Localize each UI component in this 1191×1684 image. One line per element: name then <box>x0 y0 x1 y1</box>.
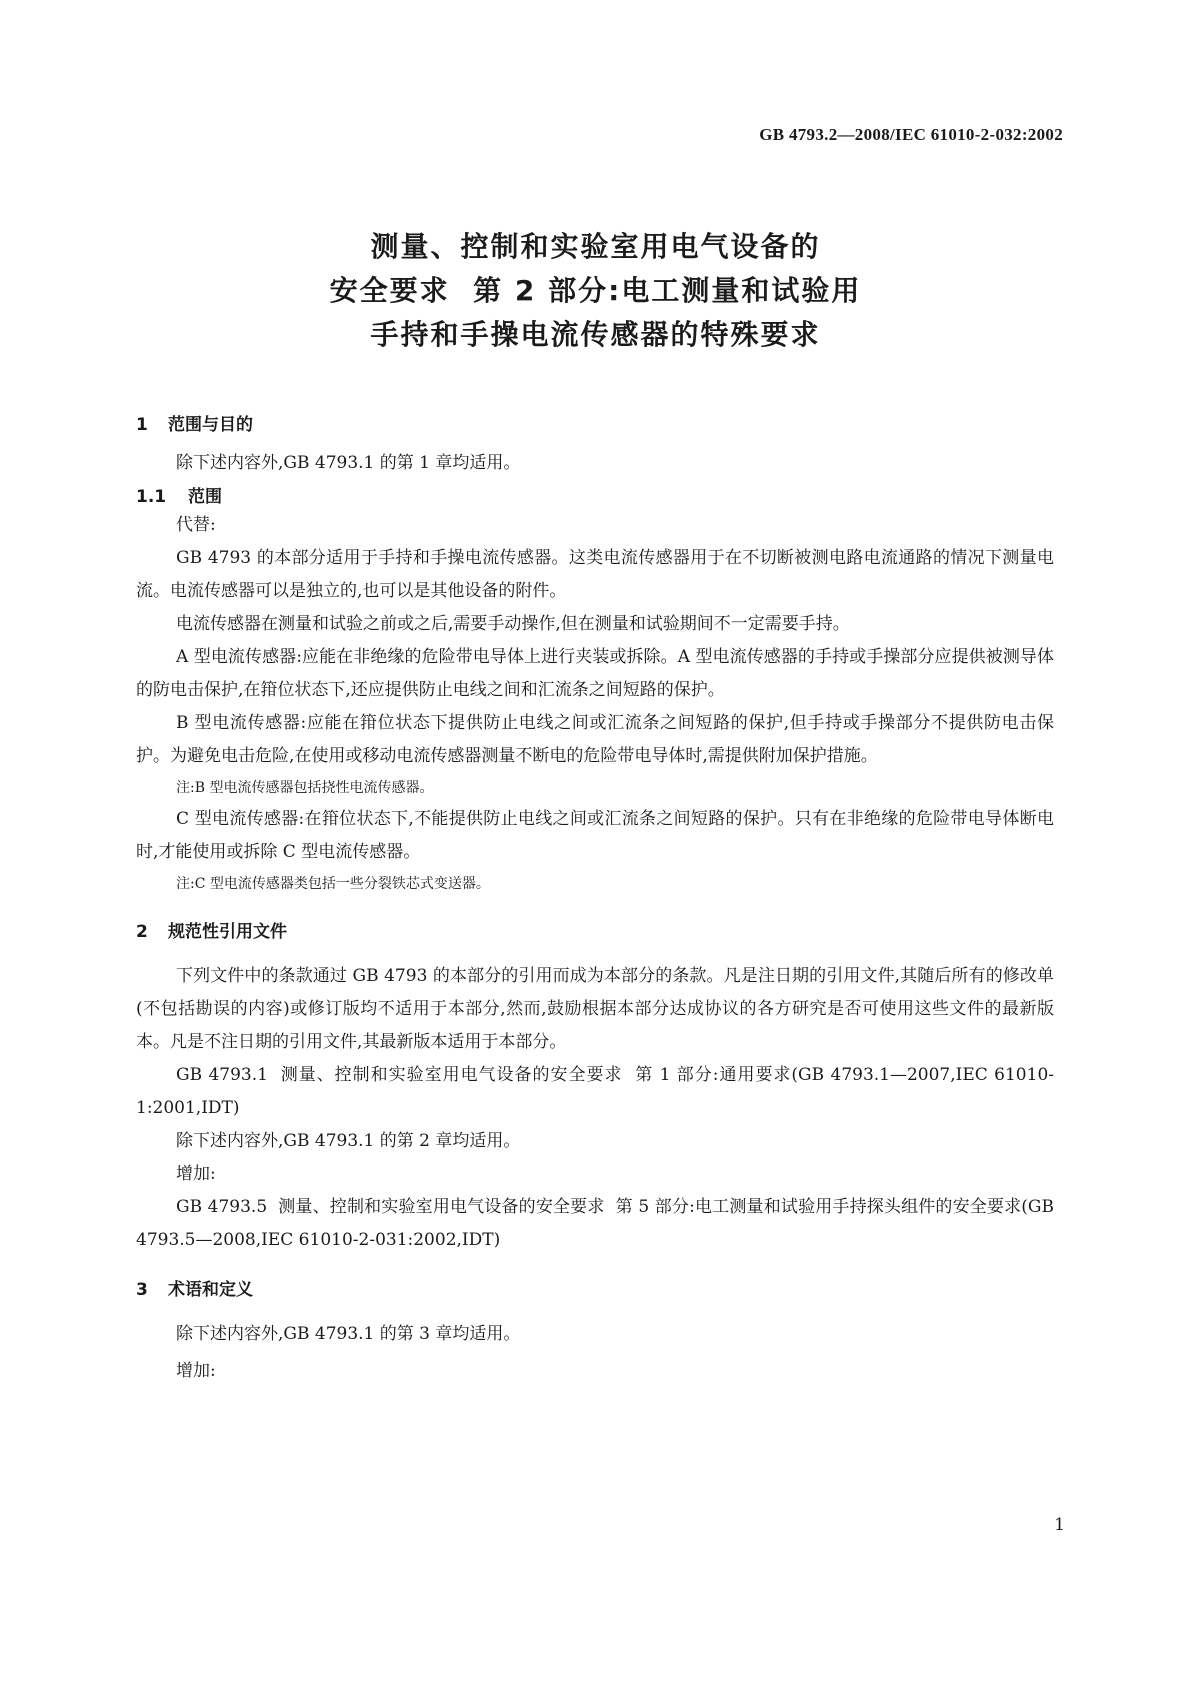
scope-paragraph-1: GB 4793 的本部分适用于手持和手操电流传感器。这类电流传感器用于在不切断被测电路电流通路的情况下测量电流。电流传感器可以是独立的,也可以是其他设备的附件。 <box>136 548 1054 601</box>
section-3-addition-label: 增加: <box>176 1361 216 1381</box>
reference-gb4793-5: GB 4793.5 测量、控制和实验室用电气设备的安全要求 第 5 部分:电工测量和试验用手持探头组件的安全要求(GB 4793.5—2008,IEC 61010-2-031:2002,IDT) <box>136 1197 1060 1250</box>
section-2-title: 规范性引用文件 <box>168 922 287 942</box>
section-3-applicability: 除下述内容外,GB 4793.1 的第 3 章均适用。 <box>176 1324 521 1344</box>
type-a-paragraph: A 型电流传感器:应能在非绝缘的危险带电导体上进行夹装或拆除。A 型电流传感器的手持或手操部分应提供被测导体的防电击保护,在箝位状态下,还应提供防止电线之间和汇流条之间短路的保护。 <box>136 647 1054 700</box>
type-b-paragraph: B 型电流传感器:应能在箝位状态下提供防止电线之间或汇流条之间短路的保护,但手持或手操部分不提供防电击保护。为避免电击危险,在使用或移动电流传感器测量不断电的危险带电导体时,需提供附加保护措施。 <box>136 713 1054 766</box>
document-body <box>136 410 1060 1388</box>
section-2-heading <box>136 917 1054 942</box>
section-1-1-number: 1.1 <box>136 487 167 507</box>
type-b-note: 注:B 型电流传感器包括挠性电流传感器。 <box>176 780 434 796</box>
section-1-1-heading <box>136 482 1054 507</box>
section-1-paragraph: 除下述内容外,GB 4793.1 的第 1 章均适用。 <box>176 453 521 473</box>
type-c-note: 注:C 型电流传感器类包括一些分裂铁芯式变送器。 <box>176 876 490 892</box>
section-3-title: 术语和定义 <box>168 1280 253 1300</box>
section-1-heading <box>136 410 1054 435</box>
section-3-number: 3 <box>136 1280 148 1300</box>
section-2-applicability: 除下述内容外,GB 4793.1 的第 2 章均适用。 <box>176 1131 521 1151</box>
reference-gb4793-1: GB 4793.1 测量、控制和实验室用电气设备的安全要求 第 1 部分:通用要求(GB 4793.1—2007,IEC 61010-1:2001,IDT) <box>136 1065 1054 1118</box>
section-1-title: 范围与目的 <box>168 415 253 435</box>
replace-label: 代替: <box>176 515 216 535</box>
section-1-1-title: 范围 <box>188 487 222 507</box>
section-2-number: 2 <box>136 922 148 942</box>
title-line-2: 安全要求 第 2 部分:电工测量和试验用 <box>329 274 862 307</box>
scope-paragraph-2: 电流传感器在测量和试验之前或之后,需要手动操作,但在测量和试验期间不一定需要手持。 <box>176 614 850 634</box>
section-3-heading <box>136 1275 1054 1300</box>
addition-label: 增加: <box>176 1164 216 1184</box>
type-c-paragraph: C 型电流传感器:在箝位状态下,不能提供防止电线之间或汇流条之间短路的保护。只有在非绝缘的危险带电导体断电时,才能使用或拆除 C 型电流传感器。 <box>136 809 1054 862</box>
page-number: 1 <box>1054 1515 1065 1535</box>
title-line-3: 手持和手操电流传感器的特殊要求 <box>370 318 821 351</box>
title-line-1: 测量、控制和实验室用电气设备的 <box>370 230 821 263</box>
document-title <box>0 225 1191 357</box>
normative-references-intro: 下列文件中的条款通过 GB 4793 的本部分的引用而成为本部分的条款。凡是注日期的引用文件,其随后所有的修改单(不包括勘误的内容)或修订版均不适用于本部分,然而,鼓励根据本部分达成协议的各方研究是否可使用这些文件的最新版本。凡是不注日期的引用文件,其最新版本适用于本部分。 <box>136 966 1054 1052</box>
section-1-number: 1 <box>136 415 148 435</box>
standard-number: GB 4793.2—2008/IEC 61010-2-032:2002 <box>759 125 1063 144</box>
